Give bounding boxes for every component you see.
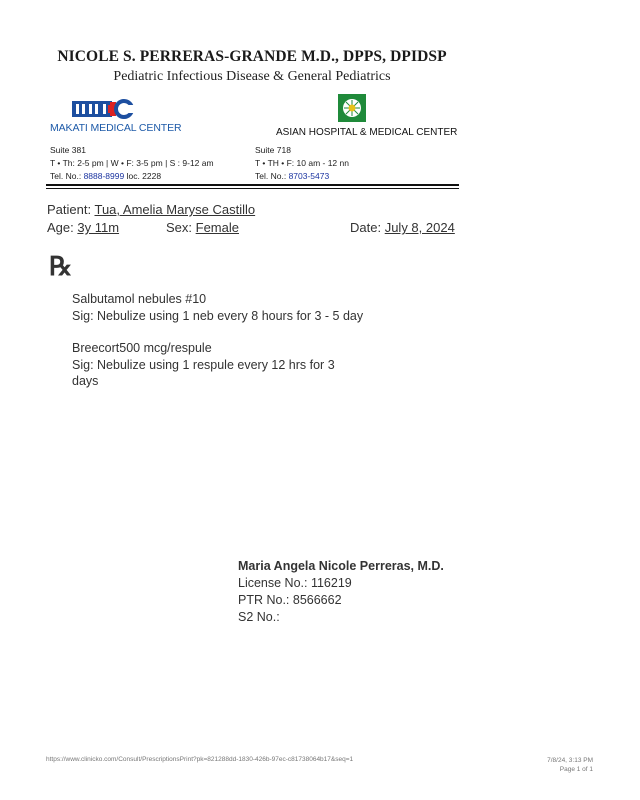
right-clinic-hours: T • TH • F: 10 am - 12 nn: [255, 158, 349, 168]
prescription-date-row: [350, 220, 455, 235]
s2-number: S2 No.:: [238, 610, 280, 624]
left-clinic-tel-number[interactable]: 8888-8999: [83, 171, 125, 181]
physician-name: Maria Angela Nicole Perreras, M.D.: [238, 559, 444, 573]
asian-hospital-logo: [338, 94, 366, 122]
patient-name-row: [47, 202, 255, 217]
prescription-item-2: [72, 340, 335, 390]
patient-sex-label: Sex:: [166, 220, 193, 235]
license-number: License No.: 116219: [238, 576, 352, 590]
patient-age-row: [47, 220, 119, 235]
prescription-sig-1: Sig: Nebulize using 1 neb every 8 hours for 3 - 5 day: [72, 308, 364, 323]
patient-name: Tua, Amelia Maryse Castillo: [94, 202, 256, 217]
prescription-date-label: Date:: [350, 220, 382, 235]
patient-sex-row: [166, 220, 239, 235]
patient-age: 3y 11m: [77, 220, 120, 235]
prescription-sig-2-line2: days: [72, 374, 99, 388]
header-divider-thick: [46, 184, 459, 186]
right-clinic-details: [255, 144, 349, 183]
footer-meta: [547, 756, 593, 774]
asian-hospital-name: ASIAN HOSPITAL & MEDICAL CENTER: [276, 127, 458, 138]
header-divider-thin: [46, 188, 459, 189]
doctor-specialty: Pediatric Infectious Disease & General Pediatrics: [113, 69, 391, 84]
left-clinic-tel: [50, 170, 214, 183]
right-clinic-tel-label: Tel. No.:: [255, 171, 287, 181]
footer-url: https://www.clinicko.com/Consult/PrescriptionsPrint?pk=821288dd-1830-426b-97ec-c81738064b17&seq=1: [46, 756, 354, 763]
prescription-drug-1: Salbutamol nebules #10: [72, 292, 207, 306]
patient-name-label: Patient:: [47, 202, 92, 217]
rx-symbol: ℞: [49, 252, 73, 281]
prescription-item-1: [72, 291, 363, 324]
prescription-sig-2-line1: Sig: Nebulize using 1 respule every 12 hrs for 3: [72, 357, 335, 372]
signature-block: [238, 558, 444, 626]
doctor-name: NICOLE S. PERRERAS-GRANDE M.D., DPPS, DPIDSP: [57, 48, 447, 65]
prescription-drug-2: Breecort500 mcg/respule: [72, 341, 212, 355]
prescription-date: July 8, 2024: [384, 220, 455, 235]
makati-medical-center-name: MAKATI MEDICAL CENTER: [50, 122, 182, 134]
makati-medical-center-logo: [72, 96, 134, 122]
left-clinic-hours: T • Th: 2-5 pm | W • F: 3-5 pm | S : 9-12 am: [50, 158, 214, 168]
patient-sex: Female: [195, 220, 239, 235]
patient-age-label: Age:: [47, 220, 74, 235]
left-clinic-suite: Suite 381: [50, 145, 86, 155]
footer-timestamp: 7/8/24, 3:13 PM: [547, 757, 593, 764]
right-clinic-tel: [255, 170, 349, 183]
ptr-number: PTR No.: 8566662: [238, 593, 342, 607]
left-clinic-tel-label: Tel. No.:: [50, 171, 82, 181]
left-clinic-tel-ext: loc. 2228: [126, 171, 162, 181]
right-clinic-suite: Suite 718: [255, 145, 291, 155]
right-clinic-tel-number[interactable]: 8703-5473: [288, 171, 330, 181]
footer-page-number: Page 1 of 1: [559, 766, 593, 773]
left-clinic-details: [50, 144, 214, 183]
